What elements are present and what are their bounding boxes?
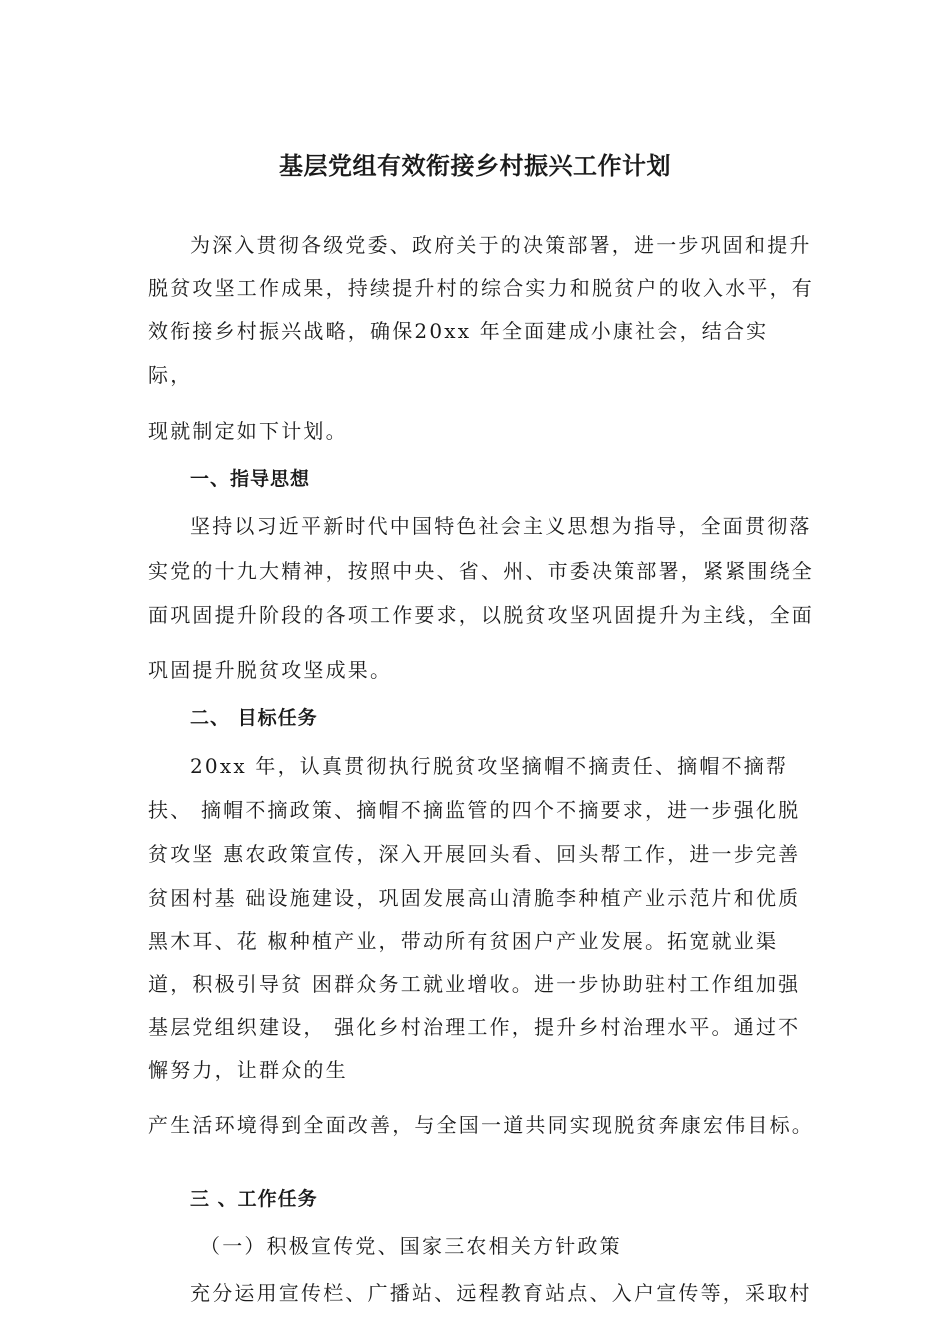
intro-line-2: 脱贫攻坚工作成果，持续提升村的综合实力和脱贫户的收入水平，有 [148,276,814,300]
section-3-heading: 三 、工作任务 [190,1188,318,1210]
section-2-line-5: 黑木耳、花 椒种植产业，带动所有贫困户产业发展。拓宽就业渠 [148,929,779,953]
section-2-line-6: 道，积极引导贫 困群众务工就业增收。进一步协助驻村工作组加强 [148,972,801,996]
intro-line-4: 际， [148,363,193,387]
intro-line-5: 现就制定如下计划。 [148,419,348,443]
section-2-line-8: 懈努力，让群众的生 [148,1058,348,1082]
section-3-line-1: 充分运用宣传栏、广播站、远程教育站点、入户宣传等，采取村 [190,1281,812,1305]
section-1-line-1: 坚持以习近平新时代中国特色社会主义思想为指导，全面贯彻落 [190,514,812,538]
section-3-subheading: （一）积极宣传党、国家三农相关方针政策 [200,1234,622,1258]
section-2-line-2: 扶、 摘帽不摘政策、摘帽不摘监管的四个不摘要求，进一步强化脱 [148,798,801,822]
section-2-line-7: 基层党组织建设， 强化乡村治理工作，提升乡村治理水平。通过不 [148,1015,801,1039]
intro-line-3: 效衔接乡村振兴战略，确保20xx 年全面建成小康社会，结合实 [148,319,769,343]
section-2-line-4: 贫困村基 础设施建设，巩固发展高山清脆李种植产业示范片和优质 [148,886,801,910]
section-2-line-9: 产生活环境得到全面改善，与全国一道共同实现脱贫奔康宏伟目标。 [148,1113,814,1137]
section-1-line-4: 巩固提升脱贫攻坚成果。 [148,658,393,682]
section-2-line-3: 贫攻坚 惠农政策宣传，深入开展回头看、回头帮工作，进一步完善 [148,842,801,866]
intro-line-1: 为深入贯彻各级党委、政府关于的决策部署，进一步巩固和提升 [190,233,812,257]
section-2-heading: 二、 目标任务 [190,707,318,729]
document-title: 基层党组有效衔接乡村振兴工作计划 [279,152,671,180]
section-2-line-1: 20xx 年，认真贯彻执行脱贫攻坚摘帽不摘责任、摘帽不摘帮 [190,754,789,778]
section-1-heading: 一、指导思想 [190,468,311,490]
section-1-line-2: 实党的十九大精神，按照中央、省、州、市委决策部署，紧紧围绕全 [148,559,814,583]
section-1-line-3: 面巩固提升阶段的各项工作要求，以脱贫攻坚巩固提升为主线，全面 [148,603,814,627]
